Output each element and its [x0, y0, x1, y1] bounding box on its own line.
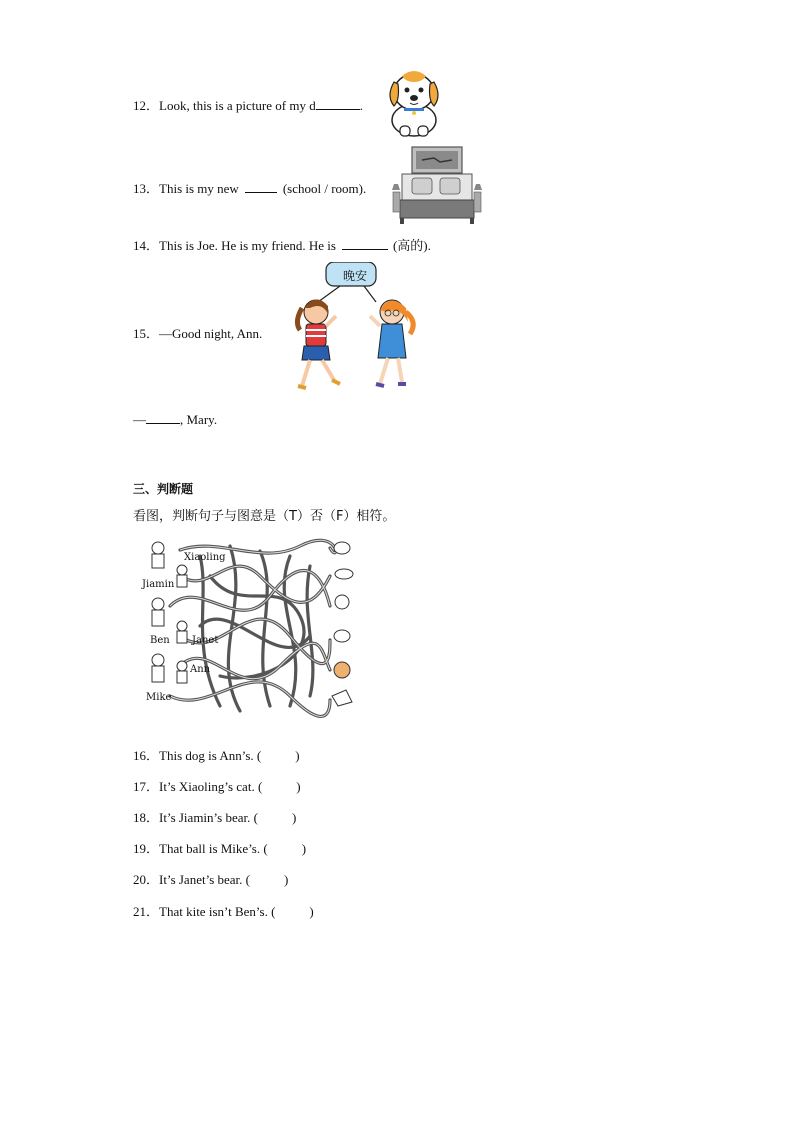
question-number: 17．	[133, 779, 160, 794]
question-text: This is my new	[159, 181, 239, 196]
question-13	[133, 178, 366, 197]
section-instruction: 看图，判断句子与图意是（T）否（F）相符。	[133, 509, 396, 524]
judgement-18	[133, 807, 296, 826]
question-text: It’s Janet’s bear. (	[159, 872, 250, 887]
reply-dash: —	[133, 412, 146, 427]
maze-illustration	[140, 536, 360, 720]
answer-blank[interactable]	[342, 238, 388, 250]
question-text: That kite isn’t Ben’s. (	[159, 904, 276, 919]
question-number: 21．	[133, 904, 160, 919]
maze-label-ben: Ben	[150, 635, 170, 646]
question-text-after: .	[359, 98, 363, 113]
question-text-after: (school / room).	[282, 181, 367, 196]
close-paren: )	[291, 810, 297, 825]
question-text: Look, this is a picture of my d	[159, 98, 316, 113]
answer-blank[interactable]	[316, 98, 360, 110]
question-number: 18．	[133, 810, 160, 825]
question-text: That ball is Mike’s. (	[159, 841, 268, 856]
question-number: 20．	[133, 872, 160, 887]
dog-icon	[382, 62, 446, 138]
question-number: 15．	[133, 326, 160, 341]
question-number: 19．	[133, 841, 160, 856]
question-text: It’s Jiamin’s bear. (	[159, 810, 258, 825]
reply-text: , Mary.	[180, 412, 218, 427]
question-text-after: (高的).	[392, 238, 431, 253]
question-text: —Good night, Ann.	[159, 326, 263, 341]
question-number: 13．	[133, 181, 160, 196]
question-12	[133, 95, 363, 114]
judgement-20	[133, 869, 288, 888]
close-paren: )	[301, 841, 307, 856]
question-number: 12．	[133, 98, 160, 113]
question-15	[133, 323, 262, 342]
question-14	[133, 235, 431, 254]
close-paren: )	[296, 779, 301, 794]
question-number: 16．	[133, 748, 160, 763]
question-text: It’s Xiaoling’s cat. (	[159, 779, 263, 794]
close-paren: )	[284, 872, 289, 887]
section-title: 三、判断题	[133, 482, 194, 496]
close-paren: )	[309, 904, 314, 919]
judgement-19	[133, 838, 306, 857]
maze-label-xiaoling: Xiaoling	[184, 552, 226, 563]
bedroom-icon	[392, 146, 482, 226]
close-paren: )	[295, 748, 300, 763]
maze-label-mike: Mike	[146, 692, 172, 703]
judgement-17	[133, 776, 301, 795]
maze-label-ann: Ann	[190, 664, 211, 675]
answer-blank[interactable]	[146, 412, 180, 424]
maze-label-janet: Janet	[192, 635, 219, 646]
question-15-reply	[133, 412, 217, 428]
answer-blank[interactable]	[245, 181, 277, 193]
maze-label-jiamin: Jiamin	[142, 579, 175, 590]
question-number: 14．	[133, 238, 160, 253]
judgement-16	[133, 745, 300, 764]
speech-bubble-text: 晚安	[342, 269, 367, 283]
question-text: This dog is Ann’s. (	[159, 748, 262, 763]
question-text: This is Joe. He is my friend. He is	[159, 238, 336, 253]
judgement-21	[133, 901, 314, 920]
